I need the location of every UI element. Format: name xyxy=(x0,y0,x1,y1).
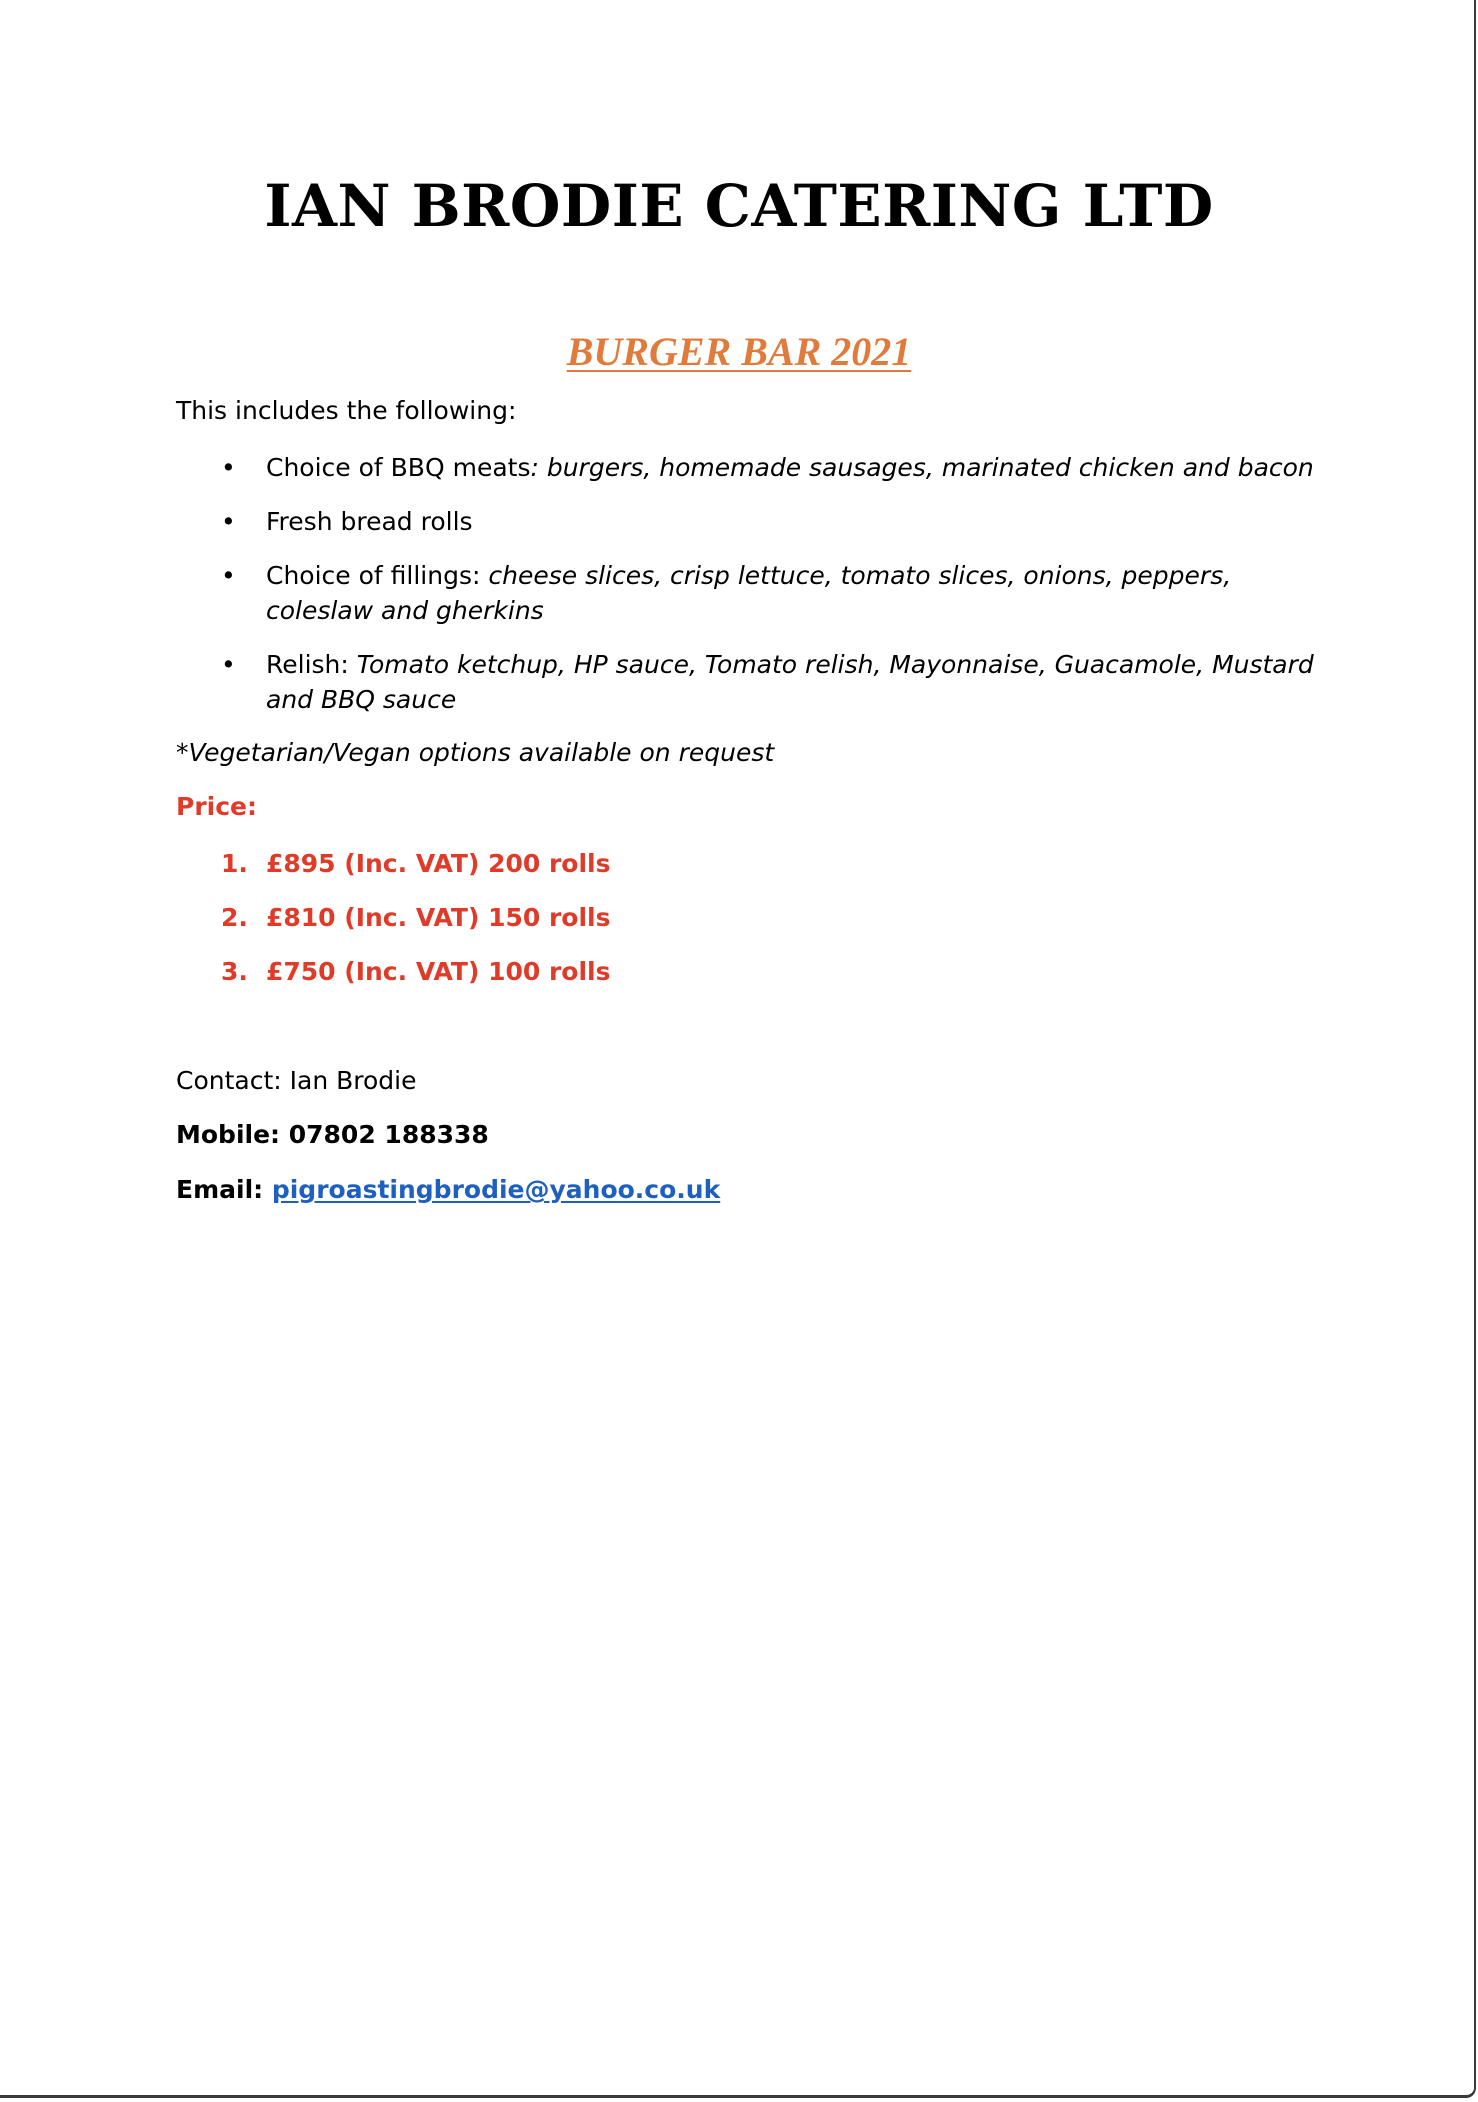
price-text: £895 (Inc. VAT) 200 rolls xyxy=(266,849,611,878)
list-item xyxy=(176,647,1316,717)
price-label: Price: xyxy=(176,792,257,821)
price-list xyxy=(176,846,610,1008)
company-title: IAN BRODIE CATERING LTD xyxy=(264,172,1214,240)
item-detail: cheese slices, crisp lettuce, tomato slices, onions, peppers, coleslaw and gherkins xyxy=(266,561,1232,625)
item-label: Relish: xyxy=(266,650,357,679)
list-item xyxy=(176,504,1316,539)
email-label: Email: xyxy=(176,1175,272,1204)
bullet-icon: • xyxy=(221,507,236,536)
price-item xyxy=(176,900,610,935)
price-text: £810 (Inc. VAT) 150 rolls xyxy=(266,903,611,932)
item-detail: Tomato ketchup, HP sauce, Tomato relish, Mayonnaise, Guacamole, Mustard and BBQ sauce xyxy=(266,650,1314,714)
list-item xyxy=(176,558,1316,628)
list-item xyxy=(176,450,1316,485)
bullet-icon: • xyxy=(221,453,236,482)
mobile-number: Mobile: 07802 188338 xyxy=(176,1120,489,1149)
vegetarian-note: *Vegetarian/Vegan options available on request xyxy=(176,738,775,767)
price-number: 1. xyxy=(221,849,248,878)
price-number: 2. xyxy=(221,903,248,932)
price-text: £750 (Inc. VAT) 100 rolls xyxy=(266,957,611,986)
included-items-list xyxy=(176,450,1316,736)
bullet-icon: • xyxy=(221,650,236,679)
menu-title xyxy=(176,328,1302,375)
menu-title-text: BURGER BAR 2021 xyxy=(566,329,912,374)
price-number: 3. xyxy=(221,957,248,986)
price-item xyxy=(176,846,610,881)
contact-name: Contact: Ian Brodie xyxy=(176,1066,417,1095)
item-detail: : burgers, homemade sausages, marinated chicken and bacon xyxy=(530,453,1314,482)
bullet-icon: • xyxy=(221,561,236,590)
intro-text: This includes the following: xyxy=(176,396,517,425)
email-line xyxy=(176,1175,720,1204)
item-label: Choice of fillings: xyxy=(266,561,489,590)
item-label: Fresh bread rolls xyxy=(266,507,473,536)
price-item xyxy=(176,954,610,989)
item-label: Choice of BBQ meats xyxy=(266,453,531,482)
email-link[interactable]: pigroastingbrodie@yahoo.co.uk xyxy=(271,1175,721,1204)
